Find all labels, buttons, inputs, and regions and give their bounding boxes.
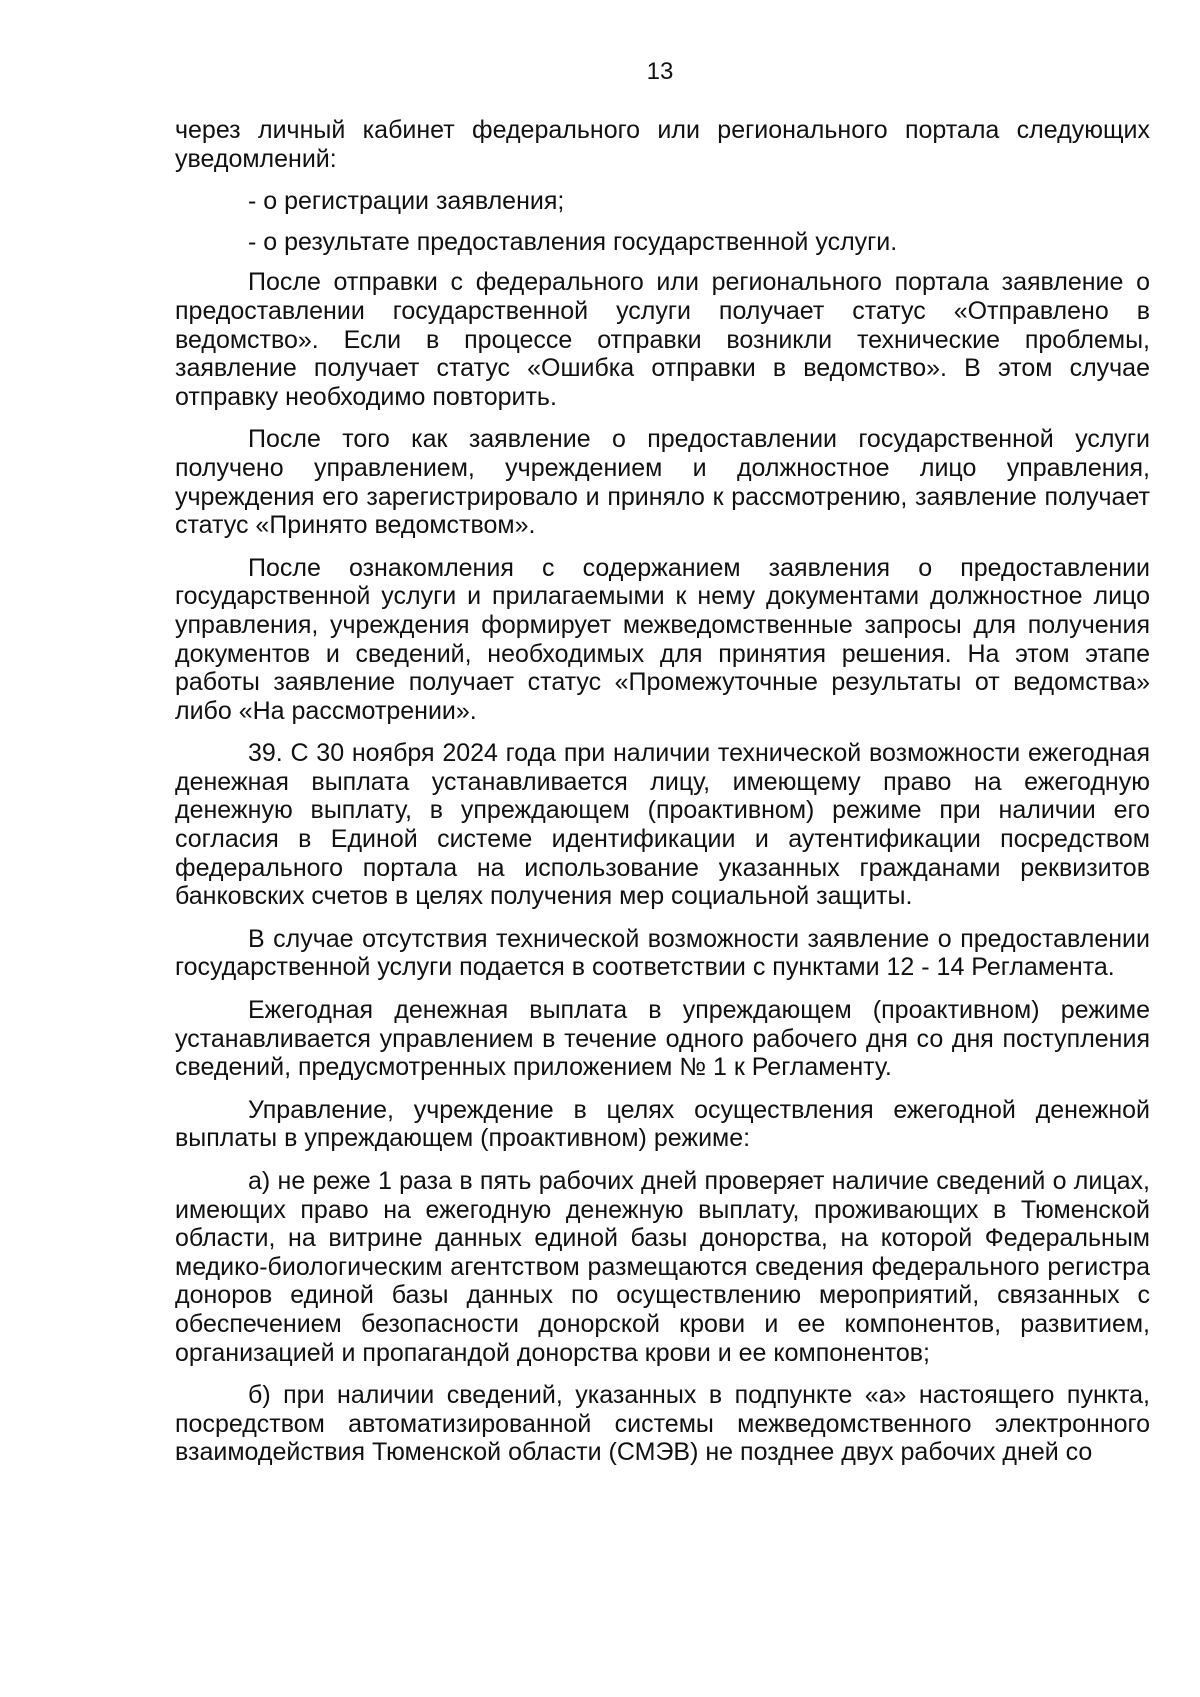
- paragraph: После отправки с федерального или регионального портала заявление о предоставлении государственной услуги получает статус «Отправлено в ведомство». Если в процессе отправки возникли технические проблемы, заявление получает статус «Ошибка отправки в ведомство». В этом случае отправку необходимо повторить.: [175, 268, 1150, 411]
- document-body: [175, 116, 1150, 1481]
- list-item: - о регистрации заявления;: [248, 187, 565, 216]
- paragraph: После того как заявление о предоставлении государственной услуги получено управлением, учреждением и должностное лицо управления, учреждения его зарегистрировало и приняло к рассмотрению, заявление получает статус «Принято ведомством».: [175, 425, 1150, 540]
- paragraph: Ежегодная денежная выплата в упреждающем (проактивном) режиме устанавливается управлением в течение одного рабочего дня со дня поступления сведений, предусмотренных приложением № 1 к Регламенту.: [175, 996, 1150, 1082]
- paragraph: После ознакомления с содержанием заявления о предоставлении государственной услуги и прилагаемыми к нему документами должностное лицо управления, учреждения формирует межведомственные запросы для получения документов и сведений, необходимых для принятия решения. На этом этапе работы заявление получает статус «Промежуточные результаты от ведомства» либо «На рассмотрении».: [175, 553, 1150, 725]
- list-item: - о результате предоставления государственной услуги.: [248, 227, 898, 256]
- paragraph: б) при наличии сведений, указанных в подпункте «а» настоящего пункта, посредством автоматизированной системы межведомственного электронного взаимодействия Тюменской области (СМЭВ) не позднее двух рабочих дней со: [175, 1381, 1150, 1467]
- page-number: 13: [646, 58, 674, 85]
- paragraph: через личный кабинет федерального или регионального портала следующих уведомлений:: [175, 116, 1150, 173]
- paragraph: В случае отсутствия технической возможности заявление о предоставлении государственной услуги подается в соответствии с пунктами 12 - 14 Регламента.: [175, 924, 1150, 982]
- paragraph: 39. С 30 ноября 2024 года при наличии технической возможности ежегодная денежная выплата устанавливается лицу, имеющему право на ежегодную денежную выплату, в упреждающем (проактивном) режиме при наличии его согласия в Единой системе идентификации и аутентификации посредством федерального портала на использование указанных гражданами реквизитов банковских счетов в целях получения мер социальной защиты.: [175, 739, 1150, 911]
- paragraph: а) не реже 1 раза в пять рабочих дней проверяет наличие сведений о лицах, имеющих право на ежегодную денежную выплату, проживающих в Тюменской области, на витрине данных единой базы донорства, на которой Федеральным медико-биологическим агентством размещаются сведения федерального регистра доноров единой базы данных по осуществлению мероприятий, связанных с обеспечением безопасности донорской крови и ее компонентов, развитием, организацией и пропагандой донорства крови и ее компонентов;: [175, 1167, 1150, 1367]
- paragraph: Управление, учреждение в целях осуществления ежегодной денежной выплаты в упреждающем (проактивном) режиме:: [175, 1095, 1150, 1153]
